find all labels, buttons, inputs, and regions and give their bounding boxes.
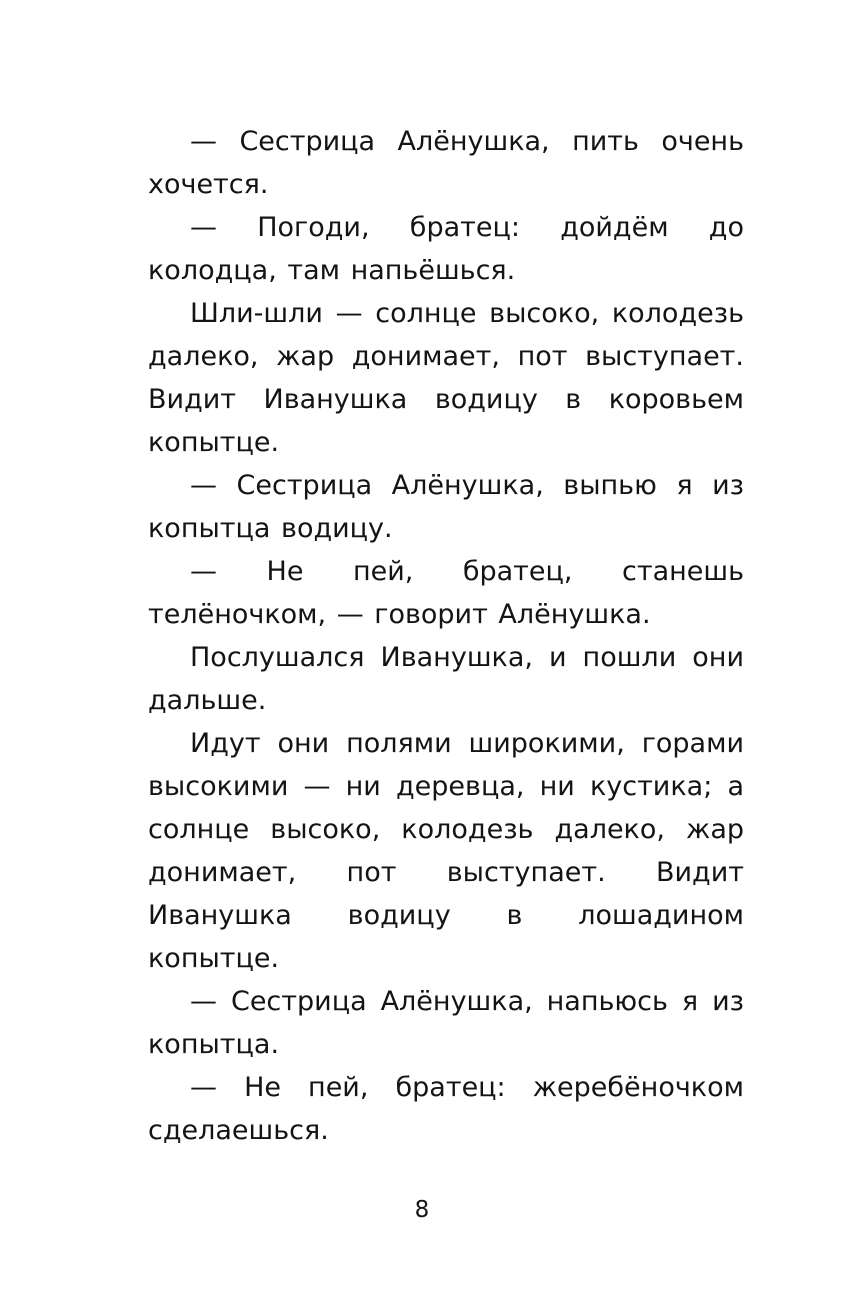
paragraph: — Сестрица Алёнушка, напьюсь я из копытца. <box>148 986 744 1060</box>
paragraph: — Сестрица Алёнушка, выпью я из копытца водицу. <box>148 470 744 544</box>
paragraph: — Сестрица Алёнушка, пить очень хочется. <box>148 126 744 200</box>
paragraph: — Погоди, братец: дойдём до колодца, там напьёшься. <box>148 212 744 286</box>
paragraph: Идут они полями широкими, горами высокими — ни деревца, ни кустика; а солнце высоко, колодезь далеко, жар донимает, пот выступает. Видит Иванушка водицу в лошадином копытце. <box>148 728 744 974</box>
body-text <box>148 120 744 1152</box>
paragraph: — Не пей, братец: жеребёночком сделаешься. <box>148 1072 744 1146</box>
paragraph: Послушался Иванушка, и пошли они дальше. <box>148 642 744 716</box>
page-number: 8 <box>414 1197 430 1223</box>
paragraph: — Не пей, братец, станешь телёночком, — говорит Алёнушка. <box>148 556 744 630</box>
paragraph: Шли-шли — солнце высоко, колодезь далеко, жар донимает, пот выступает. Видит Иванушка водицу в коровьем копытце. <box>148 298 744 458</box>
